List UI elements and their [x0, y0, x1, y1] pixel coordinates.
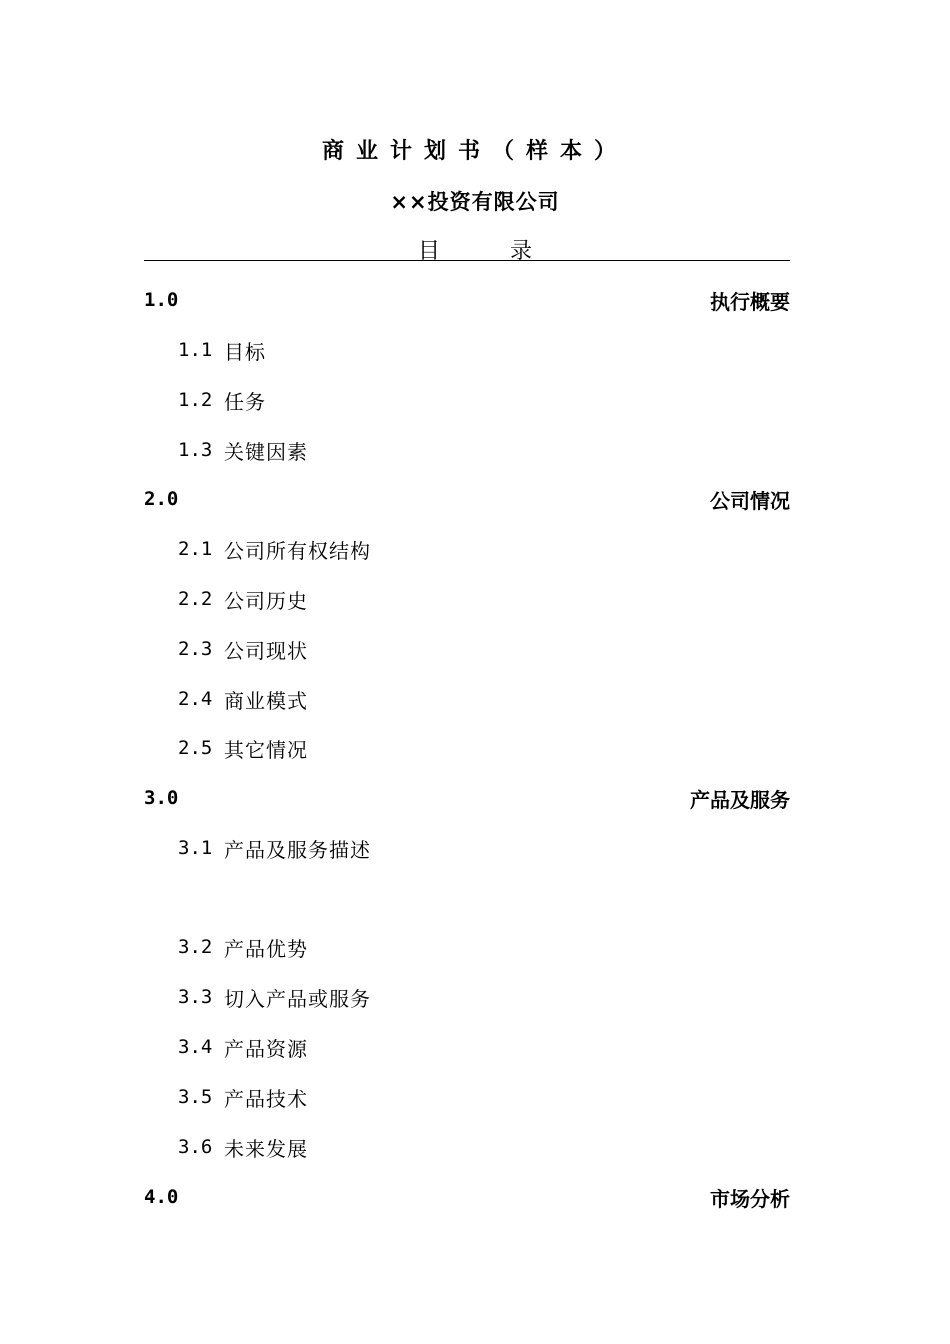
toc-item[interactable] — [178, 335, 266, 365]
toc-item[interactable] — [178, 1032, 308, 1062]
toc-item-title: 公司所有权结构 — [224, 538, 371, 563]
toc-item-number: 1.2 — [178, 389, 213, 411]
toc-item[interactable] — [178, 584, 308, 614]
toc-section-title: 公司情况 — [710, 488, 790, 513]
toc-section-title: 市场分析 — [710, 1186, 790, 1211]
toc-section-number: 2.0 — [144, 488, 179, 510]
toc-item[interactable] — [178, 1132, 308, 1162]
toc-item-title: 公司现状 — [224, 638, 308, 663]
toc-item-title: 公司历史 — [224, 588, 308, 613]
toc-section[interactable] — [144, 285, 790, 315]
toc-item[interactable] — [178, 733, 308, 763]
toc-item-number: 3.4 — [178, 1036, 213, 1058]
toc-heading: 目录 — [417, 239, 602, 264]
toc-item[interactable] — [178, 534, 371, 564]
document-title: 商业计划书（样本） — [321, 139, 628, 164]
toc-section-number: 1.0 — [144, 289, 179, 311]
toc-item[interactable] — [178, 1082, 308, 1112]
company-name: ××投资有限公司 — [390, 190, 560, 214]
toc-item-number: 3.5 — [178, 1086, 213, 1108]
toc-item-title: 商业模式 — [224, 688, 308, 713]
toc-item[interactable] — [178, 932, 308, 962]
toc-section[interactable] — [144, 484, 790, 514]
toc-item-number: 3.2 — [178, 936, 213, 958]
toc-item-title: 产品技术 — [224, 1086, 308, 1111]
toc-item-title: 产品优势 — [224, 936, 308, 961]
toc-item-number: 2.2 — [178, 588, 213, 610]
toc-item-title: 任务 — [224, 389, 266, 414]
toc-item-number: 3.3 — [178, 986, 213, 1008]
toc-item-number: 2.4 — [178, 688, 213, 710]
toc-item[interactable] — [178, 634, 308, 664]
toc-item[interactable] — [178, 385, 266, 415]
toc-item-number: 2.5 — [178, 737, 213, 759]
toc-section-number: 4.0 — [144, 1186, 179, 1208]
toc-item-number: 1.1 — [178, 339, 213, 361]
toc-item-title: 切入产品或服务 — [224, 986, 371, 1011]
toc-item[interactable] — [178, 833, 371, 863]
toc-item-number: 2.1 — [178, 538, 213, 560]
toc-item-number: 2.3 — [178, 638, 213, 660]
toc-item-number: 1.3 — [178, 439, 213, 461]
toc-item[interactable] — [178, 982, 371, 1012]
toc-item-number: 3.1 — [178, 837, 213, 859]
toc-section-title: 产品及服务 — [690, 787, 790, 812]
toc-item-title: 产品资源 — [224, 1036, 308, 1061]
toc-section-number: 3.0 — [144, 787, 179, 809]
toc-item[interactable] — [178, 435, 308, 465]
toc-item-number: 3.6 — [178, 1136, 213, 1158]
toc-item-title: 关键因素 — [224, 439, 308, 464]
toc-item-title: 目标 — [224, 339, 266, 364]
toc-section-title: 执行概要 — [710, 289, 790, 314]
toc-item-title: 产品及服务描述 — [224, 837, 371, 862]
toc-section[interactable] — [144, 783, 790, 813]
toc-section[interactable] — [144, 1182, 790, 1212]
toc-item-title: 未来发展 — [224, 1136, 308, 1161]
toc-item-title: 其它情况 — [224, 737, 308, 762]
toc-item[interactable] — [178, 684, 308, 714]
